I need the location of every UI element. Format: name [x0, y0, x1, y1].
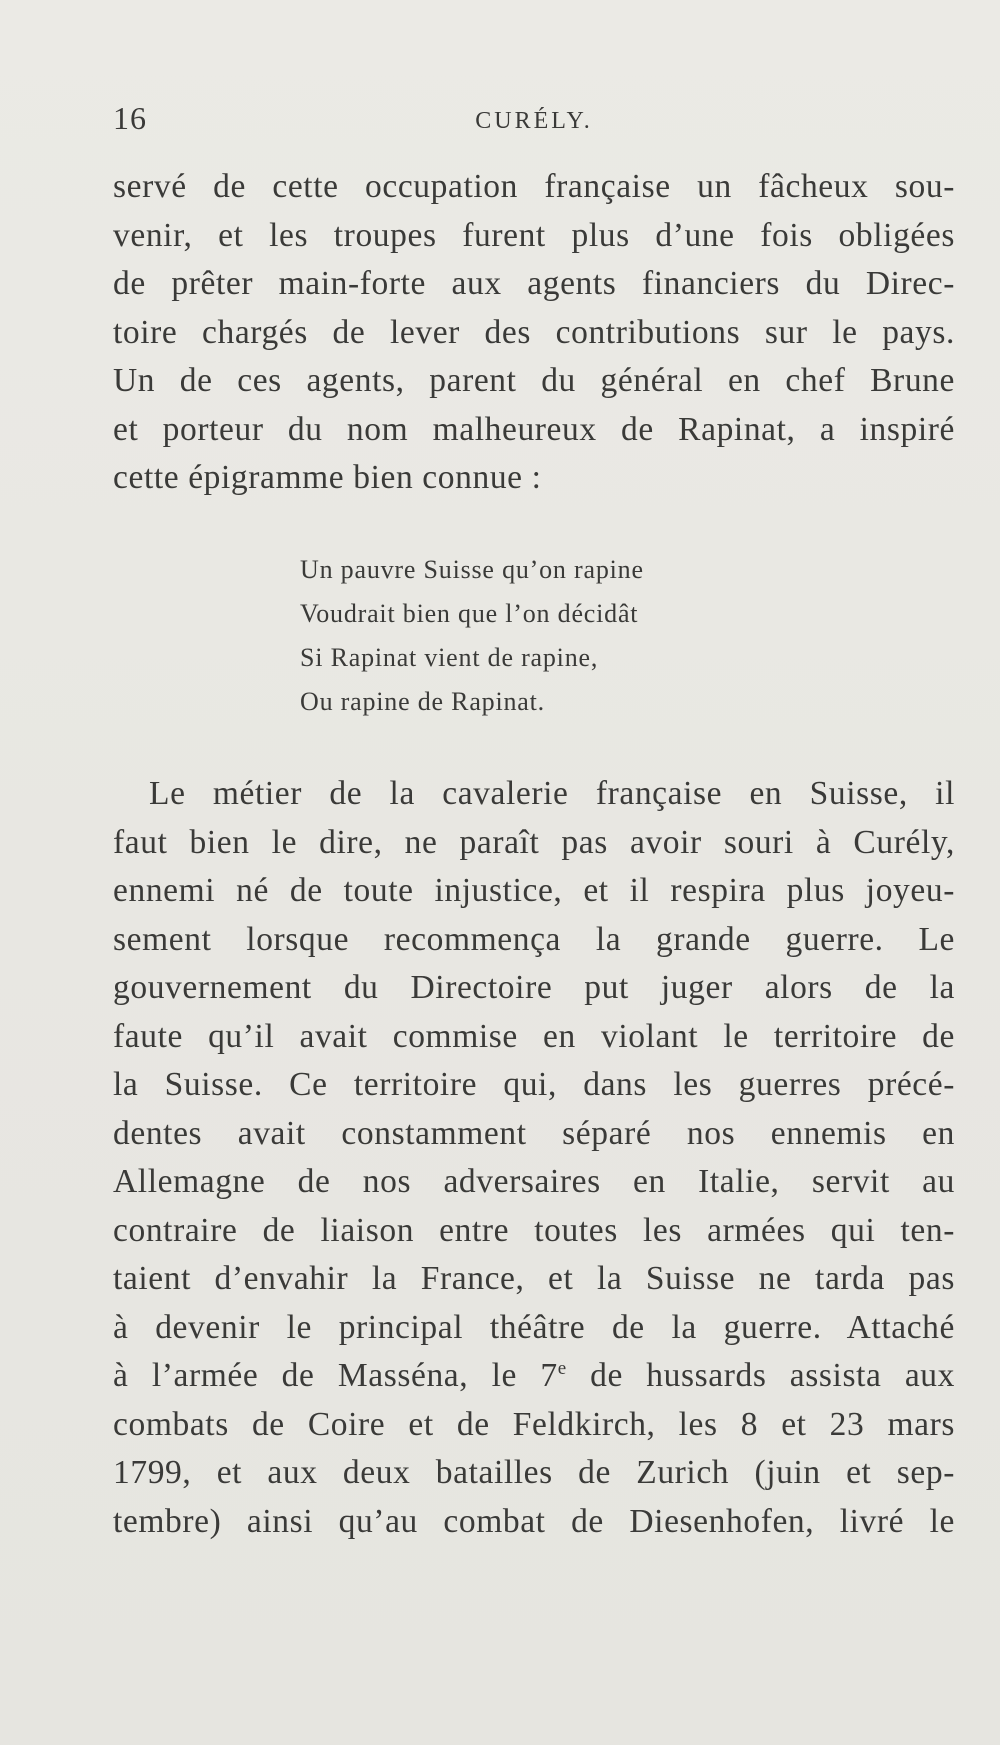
- epigram-poem: [300, 548, 900, 724]
- text-line: cette épigramme bien connue :: [113, 459, 542, 496]
- text-line: gouvernement du Directoire put juger alors de la: [113, 969, 955, 1006]
- text-line: Un de ces agents, parent du général en chef Brune: [113, 362, 955, 399]
- text-line: sement lorsque recommença la grande guerre. Le: [113, 920, 955, 958]
- text-line: Allemagne de nos adversaires en Italie, servit au: [113, 1163, 955, 1200]
- text-line: ennemi né de toute injustice, et il respira plus joyeu-: [113, 872, 955, 909]
- text-line: Le métier de la cavalerie française en Suisse, il: [149, 775, 955, 812]
- poem-line: Ou rapine de Rapinat.: [300, 687, 545, 716]
- text-fragment: de hussards assista aux: [566, 1357, 955, 1394]
- text-line-superscript: [113, 1352, 955, 1401]
- paragraph-2: [113, 770, 955, 1546]
- running-head: CURÉLY.: [475, 108, 593, 134]
- superscript: e: [557, 1358, 567, 1379]
- text-line: venir, et les troupes furent plus d’une fois obligées: [113, 216, 955, 254]
- poem-line: Un pauvre Suisse qu’on rapine: [300, 555, 644, 584]
- text-line: toire chargés de lever des contributions sur le pays.: [113, 313, 955, 351]
- text-line: de prêter main-forte aux agents financiers du Direc-: [113, 265, 955, 302]
- text-line: faute qu’il avait commise en violant le territoire de: [113, 1017, 955, 1055]
- text-line: servé de cette occupation française un fâcheux sou-: [113, 168, 955, 205]
- page-header: [113, 100, 955, 140]
- text-fragment: à l’armée de Masséna, le 7: [113, 1357, 558, 1394]
- text-line: 1799, et aux deux batailles de Zurich (juin et sep-: [113, 1454, 955, 1491]
- poem-line: Si Rapinat vient de rapine,: [300, 643, 599, 672]
- text-line: combats de Coire et de Feldkirch, les 8 et 23 mars: [113, 1405, 955, 1443]
- page-number: 16: [113, 100, 147, 136]
- text-line: tembre) ainsi qu’au combat de Diesenhofen, livré le: [113, 1502, 955, 1540]
- text-line: à devenir le principal théâtre de la guerre. Attaché: [113, 1308, 955, 1346]
- text-line: faut bien le dire, ne paraît pas avoir souri à Curély,: [113, 823, 955, 861]
- poem-line: Voudrait bien que l’on décidât: [300, 599, 639, 628]
- text-line: contraire de liaison entre toutes les armées qui ten-: [113, 1211, 955, 1249]
- text-line: taient d’envahir la France, et la Suisse ne tarda pas: [113, 1260, 955, 1297]
- paragraph-1: [113, 163, 955, 503]
- text-line: dentes avait constamment séparé nos ennemis en: [113, 1114, 955, 1152]
- text-line: la Suisse. Ce territoire qui, dans les guerres précé-: [113, 1066, 955, 1103]
- text-line: et porteur du nom malheureux de Rapinat, a inspiré: [113, 410, 955, 448]
